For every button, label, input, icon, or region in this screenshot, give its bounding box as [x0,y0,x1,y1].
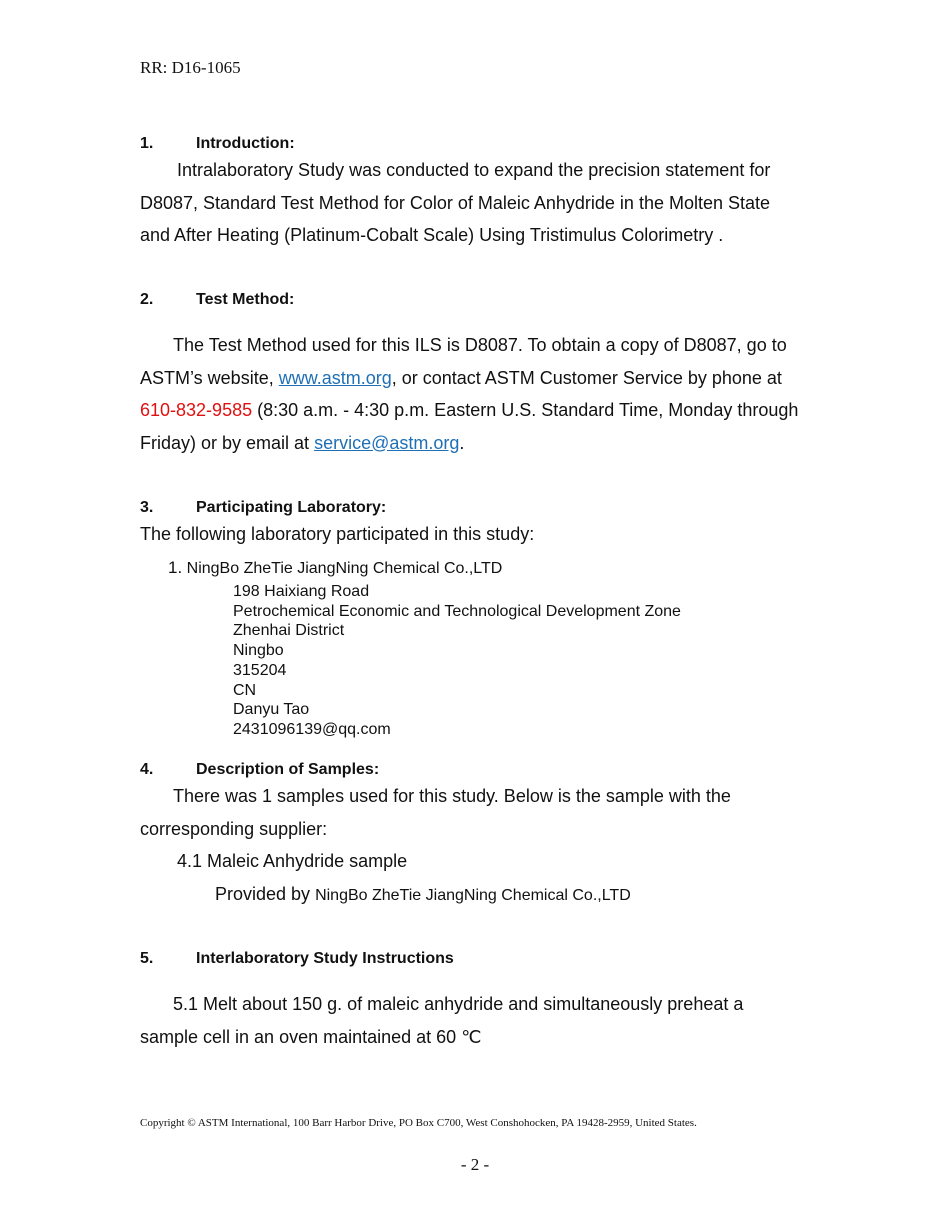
section-3-heading [140,499,540,519]
section-5-heading [140,950,640,970]
sample-item: 4.1 Maleic Anhydride sample [177,851,408,871]
provider-name: NingBo ZheTie JiangNing Chemical Co.,LTD [315,886,631,904]
section-1-heading [140,135,540,155]
address-line: 2431096139@qq.com [233,720,391,738]
address-line: Petrochemical Economic and Technological Development Zone [233,602,681,620]
paragraph-line: 5.1 Melt about 150 g. of maleic anhydride and simultaneously preheat a [173,994,744,1014]
email-link[interactable]: service@astm.org [314,432,460,453]
address-line: 315204 [233,661,287,679]
section-5-body [140,988,830,1053]
section-number: 4. [140,761,154,778]
address-line: CN [233,681,257,699]
section-2-heading [140,291,540,311]
address-line: 198 Haixiang Road [233,583,370,600]
paragraph-line: sample cell in an oven maintained at 60 ℃ [140,1026,482,1047]
lab-address [233,582,681,740]
section-2-body [140,329,830,459]
text-run: (8:30 a.m. - 4:30 p.m. Eastern U.S. Standard Time, Monday through [252,400,799,420]
paragraph-line: The Test Method used for this ILS is D8087. To obtain a copy of D8087, go to [173,335,787,355]
website-link[interactable]: www.astm.org [278,367,392,388]
section-number: 3. [140,499,154,516]
text-run: . [459,432,465,453]
sample-provider [140,878,830,913]
copyright-notice: Copyright © ASTM International, 100 Barr Harbor Drive, PO Box C700, West Conshohocken, PA 19428-2959, United States. [140,1117,697,1129]
paragraph-line: There was 1 samples used for this study. Below is the sample with the [173,786,731,806]
paragraph-line [140,394,830,427]
section-title: Test Method: [196,291,295,308]
section-title: Participating Laboratory: [196,499,387,516]
paragraph-line: corresponding supplier: [140,818,328,839]
lab-number: 1. [168,558,183,577]
text-run: Provided by [215,883,316,904]
section-title: Introduction: [196,135,295,152]
paragraph-line: and After Heating (Platinum-Cobalt Scale) Using Tristimulus Colorimetry . [140,225,724,245]
section-4-body [140,780,830,912]
section-number: 5. [140,950,154,967]
section-title: Description of Samples: [196,761,380,778]
text-run: Friday) or by email at [140,432,315,453]
lab-intro: The following laboratory participated in this study: [140,524,535,544]
document-id: RR: D16-1065 [140,58,241,77]
lab-name: NingBo ZheTie JiangNing Chemical Co.,LTD [186,560,503,577]
address-line: Danyu Tao [233,701,310,719]
phone-number[interactable]: 610-832-9585 [140,400,253,420]
paragraph-line: D8087, Standard Test Method for Color of Maleic Anhydride in the Molten State [140,192,771,213]
address-line: Zhenhai District [233,622,345,640]
text-run: , or contact ASTM Customer Service by phone at [391,367,782,388]
section-1-body [140,154,830,252]
section-title: Interlaboratory Study Instructions [196,950,454,967]
paragraph-line [140,427,830,460]
paragraph-line [140,362,830,395]
page-number: - 2 - [460,1155,490,1174]
section-number: 1. [140,135,154,152]
address-line: Ningbo [233,642,284,660]
paragraph-line: Intralaboratory Study was conducted to expand the precision statement for [177,160,771,180]
section-4-heading [140,761,540,781]
text-run: ASTM’s website, [140,367,279,388]
section-number: 2. [140,291,154,308]
lab-entry [168,558,502,578]
